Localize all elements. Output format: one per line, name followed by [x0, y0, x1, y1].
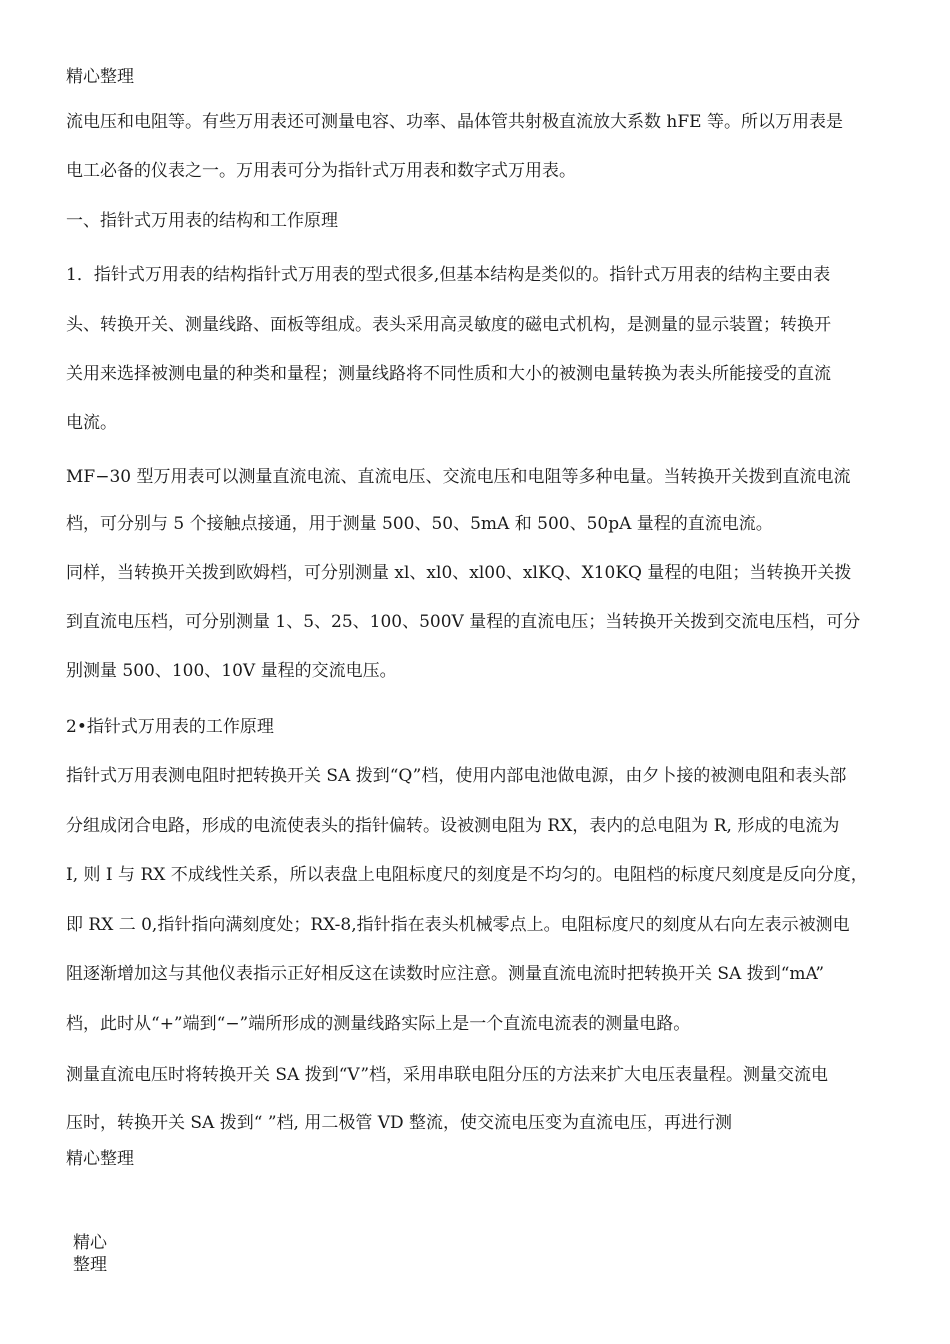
text-line: 头、转换开关、测量线路、面板等组成。表头采用高灵敏度的磁电式机构，是测量的显示装置；转换开 — [66, 315, 831, 335]
section-heading: 一、指针式万用表的结构和工作原理 — [66, 211, 338, 231]
text-line: 同样，当转换开关拨到欧姆档，可分别测量 xl、xl0、xl00、xlKQ、X10KQ 量程的电阻；当转换开关拨 — [66, 563, 852, 583]
text-line: 到直流电压档，可分别测量 1、5、25、100、500V 量程的直流电压；当转换开关拨到交流电压档，可分 — [66, 612, 861, 632]
text-line: 分组成闭合电路，形成的电流使表头的指针偏转。设被测电阻为 RX，表内的总电阻为 R, 形成的电流为 — [66, 816, 840, 836]
text-line: 1．指针式万用表的结构指针式万用表的型式很多,但基本结构是类似的。指针式万用表的结构主要由表 — [66, 265, 831, 285]
text-line: 档，可分别与 5 个接触点接通，用于测量 500、50、5mA 和 500、50pA 量程的直流电流。 — [66, 514, 773, 534]
text-line: 阻逐渐增加这与其他仪表指示正好相反这在读数时应注意。测量直流电流时把转换开关 SA 拨到“mA” — [66, 964, 825, 984]
text-line: MF−30 型万用表可以测量直流电流、直流电压、交流电压和电阻等多种电量。当转换开关拨到直流电流 — [66, 467, 851, 487]
text-line: 压时，转换开关 SA 拨到“ ”档, 用二极管 VD 整流，使交流电压变为直流电压，再进行测 — [66, 1113, 733, 1133]
section-heading: 2•指针式万用表的工作原理 — [66, 717, 274, 737]
text-line: 即 RX 二 0,指针指向满刻度处；RX-8,指针指在表头机械零点上。电阻标度尺的刻度从右向左表示被测电 — [66, 915, 850, 935]
text-line: 关用来选择被测电量的种类和量程；测量线路将不同性质和大小的被测电量转换为表头所能接受的直流 — [66, 364, 831, 384]
text-line: I, 则 I 与 RX 不成线性关系，所以表盘上电阻标度尺的刻度是不均匀的。电阻档的标度尺刻度是反向分度， — [66, 865, 868, 885]
text-line: 指针式万用表测电阻时把转换开关 SA 拨到“Q”档，使用内部电池做电源，由夕卜接的被测电阻和表头部 — [66, 766, 847, 786]
side-watermark-top: 精心 — [73, 1233, 107, 1253]
text-line: 测量直流电压时将转换开关 SA 拨到“V”档，采用串联电阻分压的方法来扩大电压表量程。测量交流电 — [66, 1065, 829, 1085]
header-watermark: 精心整理 — [66, 67, 134, 87]
text-line: 流电压和电阻等。有些万用表还可测量电容、功率、晶体管共射极直流放大系数 hFE 等。所以万用表是 — [66, 112, 843, 132]
text-line: 别测量 500、100、10V 量程的交流电压。 — [66, 661, 397, 681]
text-line: 档，此时从“+”端到“−”端所形成的测量线路实际上是一个直流电流表的测量电路。 — [66, 1014, 691, 1034]
text-line: 电工必备的仪表之一。万用表可分为指针式万用表和数字式万用表。 — [66, 161, 576, 181]
side-watermark-bottom: 整理 — [73, 1255, 107, 1275]
text-line: 电流。 — [66, 413, 117, 433]
footer-watermark: 精心整理 — [66, 1149, 134, 1169]
